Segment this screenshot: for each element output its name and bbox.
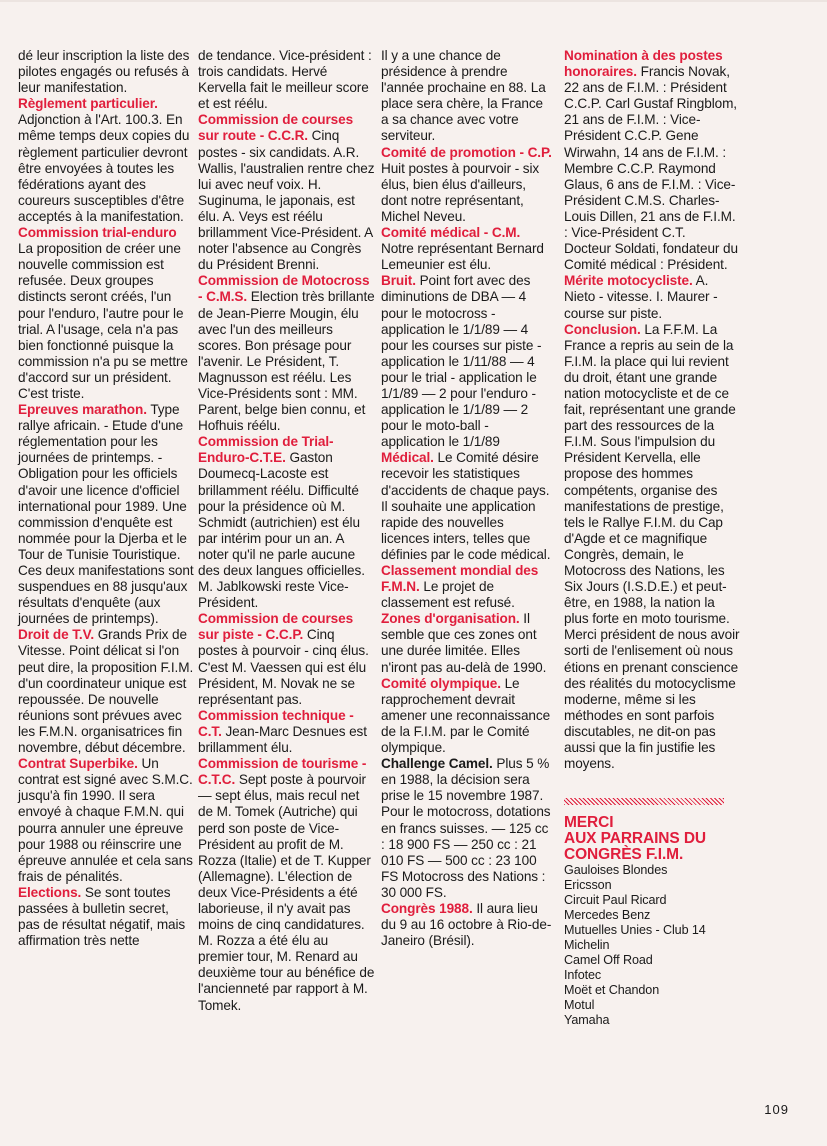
sponsor-item: Motul: [564, 998, 595, 1013]
article-section: [198, 756, 376, 1014]
section-heading: Règlement particulier.: [18, 96, 158, 112]
section-body: Un contrat est signé avec S.M.C. jusqu'à fin 1990. Il sera envoyé à chaque F.M.N. qui pourra annuler une épreuve pour 1988 ou réinscrire une épreuve annulée et cela sans frais de pénalités.: [18, 756, 193, 884]
sponsors-box: [564, 815, 740, 1028]
section-body: Huit postes à pourvoir - six élus, bien élus d'ailleurs, dont notre représentant, Michel Neveu.: [381, 160, 540, 224]
article-section: [381, 611, 553, 675]
sponsor-item: Infotec: [564, 968, 602, 983]
sponsor-item: Gauloises Blondes: [564, 863, 668, 878]
section-body: Gaston Doumecq-Lacoste est brillamment réélu. Difficulté pour la présidence où M. Schmidt (autrichien) est élu par intérim pour un an. A noter qu'il ne parle aucune des deux langues officielles. M. Jablkowski reste Vice-Président.: [198, 450, 365, 611]
section-body: Cinq postes à pourvoir - cinq élus. C'est M. Vaessen qui est élu Président, M. Novak ne se représentant pas.: [198, 627, 369, 707]
section-heading: Zones d'organisation.: [381, 611, 520, 627]
section-body: A. Nieto - vitesse. I. Maurer - course sur piste.: [564, 273, 718, 321]
sponsors-heading: [564, 815, 740, 863]
section-heading: Médical.: [381, 450, 434, 466]
section-body: Le rapprochement devrait amener une reconnaissance de la F.I.M. par le Comité olympique.: [381, 675, 551, 756]
article-section: [18, 885, 194, 949]
section-heading: Elections.: [18, 884, 82, 900]
section-heading: Droit de T.V.: [18, 627, 95, 643]
sponsor-item: Camel Off Road: [564, 953, 653, 968]
article-section: [381, 225, 553, 273]
section-heading: Commission technique - C.T.: [198, 707, 354, 739]
section-heading: Commission de courses sur piste - C.C.P.: [198, 611, 354, 643]
article-section: [381, 563, 553, 611]
sponsor-item: Ericsson: [564, 878, 612, 893]
section-heading: Mérite motocycliste.: [564, 273, 693, 289]
section-body: Se sont toutes passées à bulletin secret, pas de résultat négatif, mais affirmation très nette: [18, 884, 186, 949]
section-heading: Nomination à des postes honoraires.: [564, 48, 723, 80]
article-section: [381, 756, 553, 901]
column-4: [564, 48, 740, 1028]
section-heading: Commission de tourisme - C.T.C.: [198, 756, 367, 788]
section-heading: Comité de promotion - C.P.: [381, 144, 552, 160]
section-heading: Comité médical - C.M.: [381, 225, 521, 241]
section-heading: Comité olympique.: [381, 675, 501, 691]
section-body: Le projet de classement est refusé.: [381, 579, 515, 611]
sponsor-list: [564, 863, 740, 1028]
section-body: La proposition de créer une nouvelle commission est refusée. Deux groupes distincts seront créés, l'un pour l'enduro, l'autre pour le trial. A l'usage, cela n'a pas bien fonctionné puisque la commission n'a pu se mettre d'accord sur un président. C'est triste.: [18, 241, 188, 401]
section-body: Plus 5 % en 1988, la décision sera prise le 15 novembre 1987. Pour le motocross, dotations en francs suisses. — 125 cc : 18 900 FS — 250 cc : 21 010 FS — 500 cc : 23 100 FS Motocross des Nations : 30 000 FS.: [381, 756, 551, 900]
article-section: [564, 273, 740, 321]
page-number: 109: [764, 1102, 789, 1117]
column-3: [381, 48, 553, 949]
section-body: de tendance. Vice-président : trois candidats. Hervé Kervella fait le meilleur score et est réélu.: [198, 48, 372, 112]
section-heading: Epreuves marathon.: [18, 402, 147, 418]
section-body: Il aura lieu du 9 au 16 octobre à Rio-de-Janeiro (Brésil).: [381, 900, 552, 949]
sponsors-heading-line3: CONGRÈS F.I.M.: [564, 846, 684, 864]
section-body: Grands Prix de Vitesse. Point délicat si l'on peut dire, la proposition F.I.M. d'un coordinateur unique est repoussée. De nouvelle réunions sont prévues avec les F.M.N. organisatrices fin novembre, début décembre.: [18, 627, 194, 756]
hatched-divider: [564, 798, 724, 805]
section-heading: Contrat Superbike.: [18, 756, 138, 772]
article-section: [564, 241, 740, 273]
section-body: Francis Novak, 22 ans de F.I.M. : Président C.C.P. Carl Gustaf Ringblom, 21 ans de F.I.M. : Vice-Président C.C.P. Gene Wirwahn, 14 ans de F.I.M. : Membre C.C.P. Raymond Glaus, 6 ans de F.I.M. : Vice-Président C.M.S. Charles-Louis Dillen, 21 ans de F.I.M. : Vice-Président C.T.: [564, 64, 737, 241]
section-body: Election très brillante de Jean-Pierre Mougin, élu avec l'un des meilleurs scores. Bon présage pour l'avenir. Le Président, T. Magnusson est réélu. Les Vice-Présidents sont : MM. Parent, belge bien connu, et Hofhuis réélu.: [198, 289, 375, 434]
article-section: [18, 48, 194, 96]
article-section: [381, 145, 553, 225]
section-body: dé leur inscription la liste des pilotes engagés ou refusés à leur manifestation.: [18, 48, 190, 96]
column-4-articles: [564, 48, 740, 772]
section-body: Il semble que ces zones ont une durée limitée. Elles n'iront pas au-delà de 1990.: [381, 611, 547, 675]
section-body: Cinq postes - six candidats. A.R. Wallis, l'australien rentre chez lui avec neuf voix. H. Suginuma, le japonais, est élu. A. Veys est réélu brillamment Vice-Président. A noter l'absence au Congrès du Président Brenni.: [198, 128, 375, 273]
section-body: Docteur Soldati, fondateur du Comité médical : Président.: [564, 241, 738, 273]
section-body: Le Comité désire recevoir les statistiques d'accidents de chaque pays. Il souhaite une application rapide des nouvelles licences inters, telles que définies par le code médical.: [381, 450, 551, 562]
section-body: La F.F.M. La France a repris au sein de la F.I.M. la place qui lui revient du droit, étant une grande nation motocycliste et de ce fait, représentant une grande part des ressources de la F.I.M. Sous l'impulsion du Président Kervella, elle propose des hommes compétents, organise des manifestations de prestige, tels le Rallye F.I.M. du Cap d'Agde et ce magnifique Congrès, demain, le Motocross des Nations, les Six Jours (I.S.D.E.) et peut-être, en 1988, la nation la plus forte en moto tourisme. Merci président de nous avoir sorti de l'enlisement où nous étions en prenant conscience des réalités du motocyclisme moderne, même si les méthodes en sont parfois discutables, ne dit-on pas aussi que la fin justifie les moyens.: [564, 321, 740, 772]
article-section: [18, 402, 194, 627]
article-section: [564, 48, 740, 241]
article-section: [18, 96, 194, 225]
article-section: [381, 676, 553, 756]
section-body: Type rallye africain. - Etude d'une réglementation pour les journées de printemps. - Obligation pour les officiels d'avoir une licence d'officiel international pour 1989. Une commission d'enquête est nommée pour la Djerba et le Tour de Tunisie Touristique. Ces deux manifestations sont suspendues en 88 jusqu'aux résultats d'enquête (aux journées de printemps).: [18, 402, 194, 627]
article-section: [381, 450, 553, 563]
article-section: [381, 48, 553, 145]
section-body: Jean-Marc Desnues est brillamment élu.: [198, 723, 367, 756]
section-heading: Congrès 1988.: [381, 900, 473, 916]
article-section: [18, 756, 194, 885]
sponsors-heading-line2: AUX PARRAINS DU: [564, 830, 707, 848]
section-heading: Conclusion.: [564, 321, 641, 337]
section-heading: Challenge Camel.: [381, 756, 493, 772]
article-section: [564, 322, 740, 773]
article-section: [381, 273, 553, 450]
section-heading: Classement mondial des F.M.N.: [381, 563, 539, 595]
section-heading: Commission trial-enduro: [18, 225, 177, 241]
section-body: Sept poste à pourvoir — sept élus, mais recul net de M. Tomek (Autriche) qui perd son poste de Vice-Président au profit de M. Rozza (Italie) et de T. Kupper (Allemagne). L'élection de deux Vice-Présidents a été laborieuse, il n'y avait pas moins de cinq candidatures. M. Rozza a été élu au premier tour, M. Renard au deuxième tour au bénéfice de l'ancienneté par rapport à M. Tomek.: [198, 772, 375, 1013]
page-top-edge: [0, 0, 827, 2]
column-1: [18, 48, 194, 949]
article-section: [198, 708, 376, 756]
sponsor-item: Yamaha: [564, 1013, 610, 1028]
sponsor-item: Michelin: [564, 938, 610, 953]
article-section: [198, 273, 376, 434]
sponsors-heading-line1: MERCI: [564, 814, 614, 832]
section-body: Point fort avec des diminutions de DBA — 4 pour le motocross - application le 1/1/89 — 4 pour les courses sur piste - application le 1/11/88 — 4 pour le trial - application le 1/1/89 — 2 pour l'enduro - application le 1/1/89 — 2 pour le moto-ball - application le 1/1/89: [381, 273, 542, 450]
article-section: [198, 48, 376, 112]
section-body: Il y a une chance de présidence à prendre l'année prochaine en 88. La place sera chère, la France a sa chance avec votre serviteur.: [381, 48, 546, 144]
section-body: Adjonction à l'Art. 100.3. En même temps deux copies du règlement particulier devront être envoyées à toutes les fédérations ayant des coureurs susceptibles d'être acceptés à la manifestation.: [18, 112, 190, 224]
sponsor-item: Mercedes Benz: [564, 908, 651, 923]
section-body: Notre représentant Bernard Lemeunier est élu.: [381, 241, 544, 273]
article-section: [18, 225, 194, 402]
column-2: [198, 48, 376, 1014]
article-section: [198, 611, 376, 708]
article-section: [18, 627, 194, 756]
sponsor-item: Moët et Chandon: [564, 983, 660, 998]
sponsor-item: Mutuelles Unies - Club 14: [564, 923, 706, 938]
section-heading: Commission de Motocross - C.M.S.: [198, 273, 370, 305]
section-heading: Commission de courses sur route - C.C.R.: [198, 112, 354, 144]
article-section: [198, 434, 376, 611]
article-section: [381, 901, 553, 949]
sponsor-item: Circuit Paul Ricard: [564, 893, 667, 908]
section-heading: Bruit.: [381, 273, 416, 289]
section-heading: Commission de Trial-Enduro-C.T.E.: [198, 434, 334, 466]
article-section: [198, 112, 376, 273]
